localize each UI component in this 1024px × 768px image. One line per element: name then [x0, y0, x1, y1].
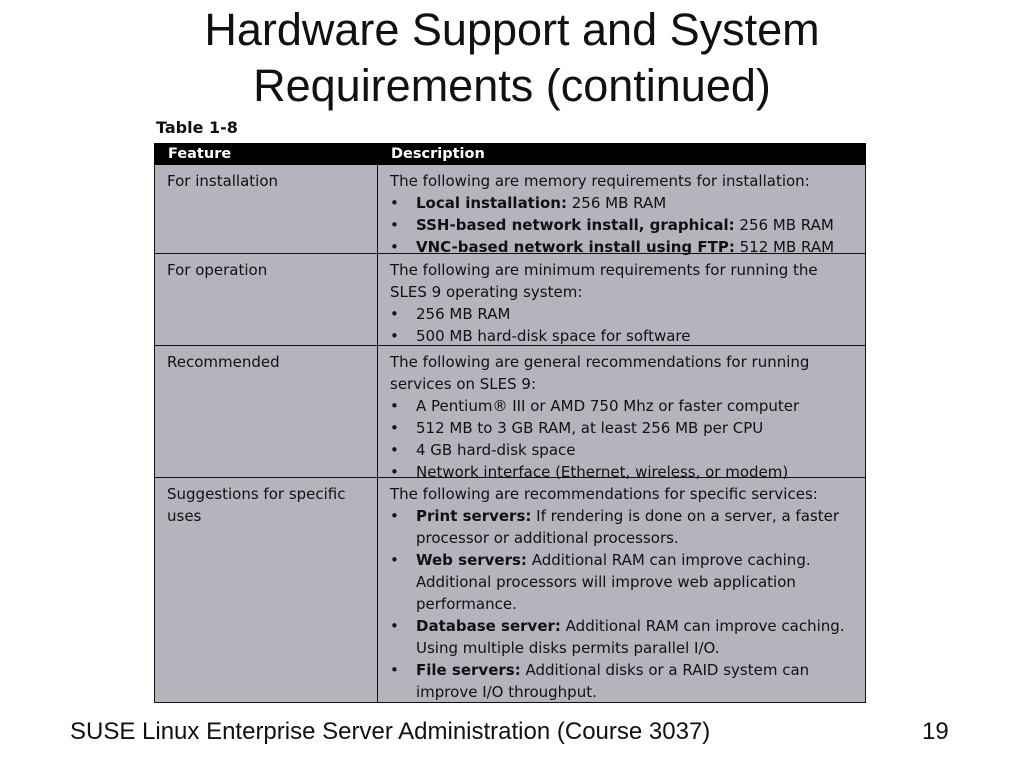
feature-cell: Recommended: [155, 346, 378, 477]
feature-cell: For operation: [155, 254, 378, 345]
table-row: [154, 478, 866, 703]
slide-title-line-1: Hardware Support and System: [204, 4, 820, 55]
bullet-item: [390, 214, 857, 236]
bullet-item: [390, 461, 857, 483]
bullet-text: 256 MB RAM: [734, 216, 834, 234]
requirements-table: [154, 143, 866, 703]
bullet-list: [390, 505, 857, 703]
bullet-label: Database server:: [416, 617, 561, 635]
bullet-label: SSH-based network install, graphical:: [416, 216, 735, 234]
description-cell: [378, 254, 865, 345]
table-row: [154, 254, 866, 346]
bullet-item: [390, 192, 857, 214]
bullet-item: [390, 303, 857, 325]
bullet-item: [390, 439, 857, 461]
slide-title: [0, 2, 1024, 114]
description-cell: [378, 478, 865, 702]
bullet-label: File servers:: [416, 661, 521, 679]
description-intro: The following are general recommendations for running services on SLES 9:: [390, 353, 810, 393]
table-header-row: [154, 143, 866, 165]
bullet-text: Network interface (Ethernet, wireless, or modem): [416, 463, 789, 481]
feature-cell: For installation: [155, 165, 378, 253]
table-row: [154, 165, 866, 254]
bullet-list: [390, 395, 857, 483]
page-number: 19: [922, 718, 949, 745]
bullet-item: [390, 549, 857, 615]
bullet-text: If rendering is done on a server, a faster processor or additional processors.: [416, 507, 839, 547]
description-intro: The following are minimum requirements for running the SLES 9 operating system:: [390, 261, 818, 301]
bullet-text: 500 MB hard-disk space for software: [416, 327, 691, 345]
header-feature: Feature: [168, 146, 232, 162]
bullet-text: A Pentium® III or AMD 750 Mhz or faster computer: [416, 397, 800, 415]
description-intro: The following are memory requirements for installation:: [390, 172, 810, 190]
slide-footer: SUSE Linux Enterprise Server Administration (Course 3037): [70, 718, 711, 745]
bullet-item: [390, 615, 857, 659]
bullet-text: 4 GB hard-disk space: [416, 441, 576, 459]
bullet-item: [390, 325, 857, 347]
bullet-text: Additional RAM can improve caching. Additional processors will improve web application performance.: [416, 551, 811, 613]
bullet-list: [390, 192, 857, 258]
description-intro: The following are recommendations for specific services:: [390, 485, 818, 503]
bullet-text: 512 MB RAM: [734, 238, 835, 256]
bullet-label: Web servers:: [416, 551, 527, 569]
bullet-item: [390, 236, 857, 258]
bullet-text: 512 MB to 3 GB RAM, at least 256 MB per CPU: [416, 419, 764, 437]
bullet-item: [390, 659, 857, 703]
table-caption: Table 1-8: [156, 118, 238, 137]
bullet-item: [390, 417, 857, 439]
bullet-item: [390, 395, 857, 417]
bullet-text: 256 MB RAM: [566, 194, 667, 212]
slide-title-line-2: Requirements (continued): [253, 60, 771, 111]
bullet-label: VNC-based network install using FTP:: [416, 238, 735, 256]
bullet-text: Additional RAM can improve caching. Using multiple disks permits parallel I/O.: [416, 617, 845, 657]
bullet-text: Additional disks or a RAID system can improve I/O throughput.: [416, 661, 810, 701]
bullet-label: Print servers:: [416, 507, 532, 525]
bullet-list: [390, 303, 857, 347]
table-row: [154, 346, 866, 481]
bullet-label: Local installation:: [416, 194, 567, 212]
header-description: Description: [391, 146, 485, 162]
bullet-item: [390, 505, 857, 549]
description-cell: [378, 165, 865, 256]
bullet-text: 256 MB RAM: [416, 305, 511, 323]
feature-cell: Suggestions for specific uses: [155, 478, 378, 702]
description-cell: [378, 346, 865, 481]
